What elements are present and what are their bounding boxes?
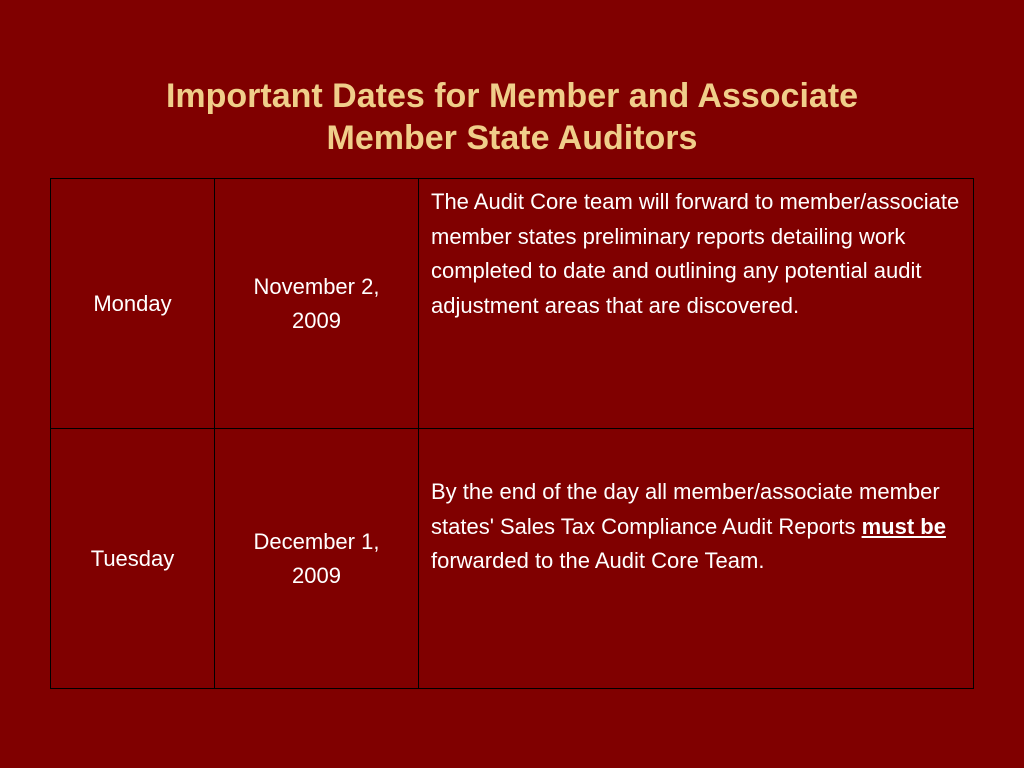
description-text-before: By the end of the day all member/associate member states' Sales Tax Compliance Audit Reports: [431, 479, 940, 539]
day-cell: Monday: [51, 179, 215, 429]
date-year: 2009: [292, 307, 341, 333]
day-cell: Tuesday: [51, 429, 215, 689]
description-cell: [419, 429, 974, 689]
description-text-after: forwarded to the Audit Core Team.: [431, 548, 765, 573]
date-line: December 1,: [253, 528, 380, 554]
slide-title: [0, 75, 1024, 159]
must-be-emphasis: must be: [861, 513, 946, 539]
date-cell: [215, 179, 419, 429]
table-row: [51, 429, 974, 689]
description-cell: The Audit Core team will forward to member/associate member states preliminary reports detailing work completed to date and outlining any potential audit adjustment areas that are discovered.: [419, 179, 974, 429]
date-cell: [215, 429, 419, 689]
table-row: [51, 179, 974, 429]
title-line-2: Member State Auditors: [326, 118, 698, 157]
date-year: 2009: [292, 562, 341, 588]
date-line: November 2,: [253, 273, 380, 299]
title-line-1: Important Dates for Member and Associate: [165, 76, 859, 115]
important-dates-table: [50, 178, 974, 689]
